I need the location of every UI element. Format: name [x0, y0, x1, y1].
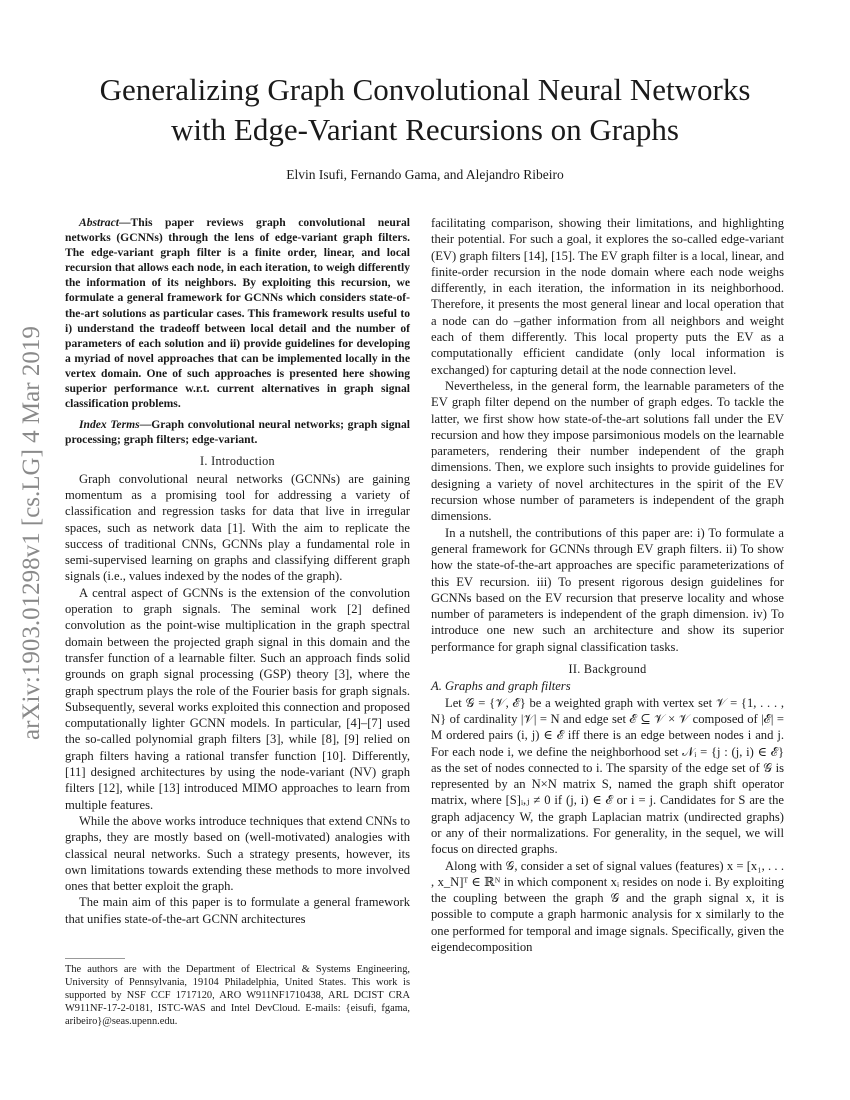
section-heading-introduction: I. Introduction [200, 454, 275, 469]
background-paragraph-1: Let 𝒢 = {𝒱, ℰ} be a weighted graph with vertex set 𝒱 = {1, . . . , N} of cardinality |𝒱| = N and edge set ℰ ⊆ 𝒱 × 𝒱 composed of |ℰ| = M ordered pairs (i, j) ∈ ℰ iff there is an edge between nodes i and j. For each node i, we define the neighborhood set 𝒩ᵢ = {j : (j, i) ∈ ℰ} as the set of nodes connected to i. The sparsity of the edge set of 𝒢 is represented by an N×N matrix S, named the graph shift operator matrix, where [S]ᵢ,ⱼ ≠ 0 if (j, i) ∈ ℰ or i = j. Candidates for S are the graph adjacency W, the graph Laplacian matrix (undirected graphs) or any of their normalizations. For generality, in the sequel, we will focus on directed graphs. [431, 695, 784, 857]
contributions-paragraph: In a nutshell, the contributions of this paper are: i) To formulate a general framework for GCNNs through EV graph filters. ii) To show how the state-of-the-art approaches are specific parameterizations of this EV recursion. iii) To present rigorous design guidelines for GCNNs based on the EV recursion that preserve locality and whose number of parameters is independent of the graph dimension. iv) To introduce one new such an architecture and show its superior performance for graph signal classification tasks. [431, 525, 784, 654]
author-footnote: The authors are with the Department of Electrical & Systems Engineering, University of Pennsylvania, 19104 Philadelphia, United States. This work is supported by NSF CCF 1717120, ARO W911NF1710438, ARL DCIST CRA W911NF-17-2-0181, ISTC-WAS and Intel DevCloud. E-mails: {eisufi, fgama, aribeiro}@seas.upenn.edu. [65, 964, 410, 1027]
arxiv-identifier: arXiv:1903.01298v1 [cs.LG] 4 Mar 2019 [18, 326, 45, 740]
arxiv-sidebar [18, 326, 58, 780]
intro-paragraph-1: Graph convolutional neural networks (GCNNs) are gaining momentum as a promising tool for addressing a variety of classification and regression tasks for data that live in irregular spaces, such as network data [1]. With the aim to replicate the success of traditional CNNs, GCNNs play a fundamental role in semi-supervised learning on graphs and classifying different graph signals (i.e., values indexed by the nodes of the graph). [65, 471, 410, 584]
paper-title [40, 70, 810, 150]
index-terms-label: Index Terms [79, 418, 140, 432]
abstract-label: Abstract [79, 216, 119, 229]
right-column [431, 215, 784, 955]
intro-paragraph-2: A central aspect of GCNNs is the extension of the convolution operation to graph signals. The seminal work [2] defined convolution as the point-wise multiplication in the graph spectral domain between the projected graph signal in this domain and the transfer function of a learnable filter. Such an approach finds solid grounds on graph signal processing (GSP) theory [3], where the graph spectrum plays the role of the Fourier basis for graph signals. Subsequently, several works exploited this connection and proposed computationally lighter GCNN models. In particular, [4]–[7] used the so-called polynomial graph filters [3], while [8], [9] relied on graph filters having a rational transfer function [10]. Differently, [11] designed architectures by using the node-variant (NV) graph filters [12], while [13] introduced MIMO approaches to learn from multiple features. [65, 585, 410, 812]
intro-paragraph-6: Nevertheless, in the general form, the learnable parameters of the EV graph filter depend on the number of graph edges. To tackle the latter, we first show how state-of-the-art solutions fall under the EV recursion and how they impose parsimonious models on the learnable parameters, rendering their number independent of the graph dimensions. Then, we explore such insights to provide guidelines for designing a variety of novel architectures in the spirit of the EV recursion whose number of parameters is independent of the graph dimensions. [431, 378, 784, 524]
abstract-text: —This paper reviews graph convolutional neural networks (GCNNs) through the lens of edge-variant graph filters. The edge-variant graph filter is a finite order, linear, and local recursion that allows each node, in each iteration, to weigh differently the information of its neighbors. By exploiting this recursion, we formulate a general framework for GCNNs which considers state-of-the-art solutions as particular cases. This framework results useful to i) understand the tradeoff between local detail and the number of parameters of each solution and ii) provide guidelines for developing a myriad of novel approaches that can be implemented locally in the vertex domain. One of such approaches is presented here showing superior performance w.r.t. current alternatives in graph signal classification problems. [65, 216, 410, 411]
background-paragraph-2: Along with 𝒢, consider a set of signal values (features) x = [x₁, . . . , x_N]ᵀ ∈ ℝᴺ in which component xᵢ resides on node i. By exploiting the coupling between the graph 𝒢 and the graph signal x, it is possible to compute a graph harmonic analysis for x similarly to the one performed for temporal and image signals. Specifically, given the eigendecomposition [431, 858, 784, 955]
subsection-heading-graphs: A. Graphs and graph filters [431, 679, 571, 694]
left-column [65, 215, 410, 927]
author-list: Elvin Isufi, Fernando Gama, and Alejandro Ribeiro [286, 167, 564, 182]
abstract [65, 215, 410, 411]
section-heading-background: II. Background [568, 662, 647, 677]
intro-paragraph-4: The main aim of this paper is to formulate a general framework that unifies state-of-the-art GCNN architectures [65, 895, 410, 926]
title-line-1: Generalizing Graph Convolutional Neural Networks [99, 72, 751, 107]
index-terms [65, 417, 410, 447]
intro-paragraph-5: facilitating comparison, showing their limitations, and highlighting their potential. For such a goal, it explores the so-called edge-variant (EV) graph filters [14], [15]. The EV graph filter is a local, linear, and finite-order recursion in the node domain where each node weighs differently, in each iteration, the information in its neighborhood. Therefore, it presents the most general linear and local operation that a node can do –gather information from all neighbors and weight each of them differently. This local property puts the EV as a computationally efficient candidate (only local information is exchanged) for capturing detail at the node connection level. [431, 216, 784, 377]
index-terms-text: —Graph convolutional neural networks; graph signal processing; graph filters; edge-variant. [65, 418, 410, 447]
intro-paragraph-3: While the above works introduce techniques that extend CNNs to graphs, they are mostly based on (well-motivated) analogies with classical neural networks. Such a strategy presents, however, its own limitations towards extending these methods to more involved ones that better exploit the graph. [65, 813, 410, 894]
title-line-2: with Edge-Variant Recursions on Graphs [171, 112, 679, 147]
footnote-rule [65, 958, 125, 959]
